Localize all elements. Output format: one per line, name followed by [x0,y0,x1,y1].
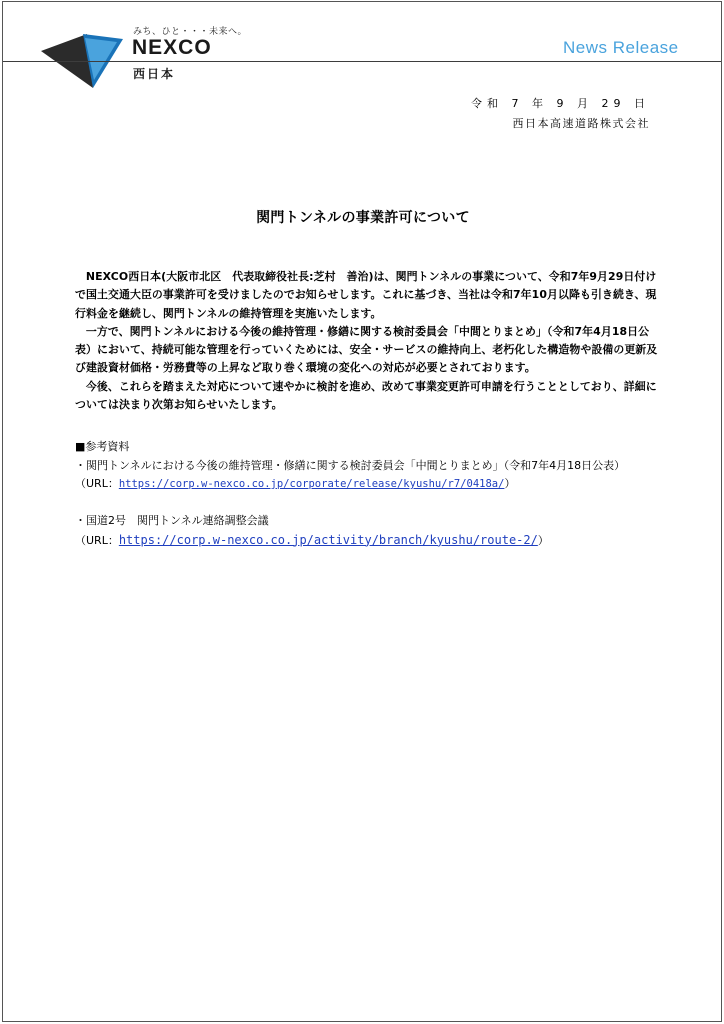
reference-label: ・国道2号 関門トンネル連絡調整会議 [75,514,269,527]
reference-link-interim-report[interactable]: https://corp.w-nexco.co.jp/corporate/release/kyushu/r7/0418a/ [118,478,505,490]
url-suffix: ） [504,477,516,490]
url-suffix: ） [537,533,549,547]
tagline: みち、ひと・・・未来へ。 [133,27,248,37]
reference-link-route-2[interactable]: https://corp.w-nexco.co.jp/activity/branch/kyushu/route-2/ [118,532,538,547]
body-text [75,268,665,414]
url-prefix: （URL： [75,477,119,490]
page-title: 関門トンネルの事業許可について [256,210,470,226]
url-prefix: （URL： [75,533,119,547]
paragraph: 一方で、関門トンネルにおける今後の維持管理・修繕に関する検討委員会「中間とりまとめ」（令和7年4月18日公表）において、持続可能な管理を行っていくためには、安全・サービスの維持向上、老朽化した構造物や設備の更新及び建設資材価格・労務費等の上昇など取り巻く環境の変化への対応が必要とされております。 [75,324,658,375]
document-page [2,1,722,1022]
header-divider [3,61,721,62]
release-date: 令和 7 年 9 月 29 日 [471,97,650,110]
reference-url-line [75,475,675,494]
paragraph: 今後、これらを踏まえた対応について速やかに検討を進め、改めて事業変更許可申請を行うこととしており、詳細については決まり次第お知らせいたします。 [75,379,657,412]
references-heading: ■参考資料 [75,440,130,453]
brand-name: NEXCO [132,36,212,59]
reference-label: ・関門トンネルにおける今後の維持管理・修繕に関する検討委員会「中間とりまとめ」（令和7年4月18日公表） [75,458,626,472]
references-section [75,438,675,550]
news-release-label: News Release [563,38,679,57]
reference-url-line [75,531,675,551]
issuer-company: 西日本高速道路株式会社 [512,117,650,130]
paragraph: NEXCO西日本(大阪市北区 代表取締役社長:芝村 善治)は、関門トンネルの事業について、令和7年9月29日付けで国土交通大臣の事業許可を受けましたのでお知らせします。これに基づき、当社は令和7年10月以降も引き続き、現行料金を継続し、関門トンネルの維持管理を実施いたします。 [75,270,657,320]
brand-subname: 西日本 [133,67,176,81]
